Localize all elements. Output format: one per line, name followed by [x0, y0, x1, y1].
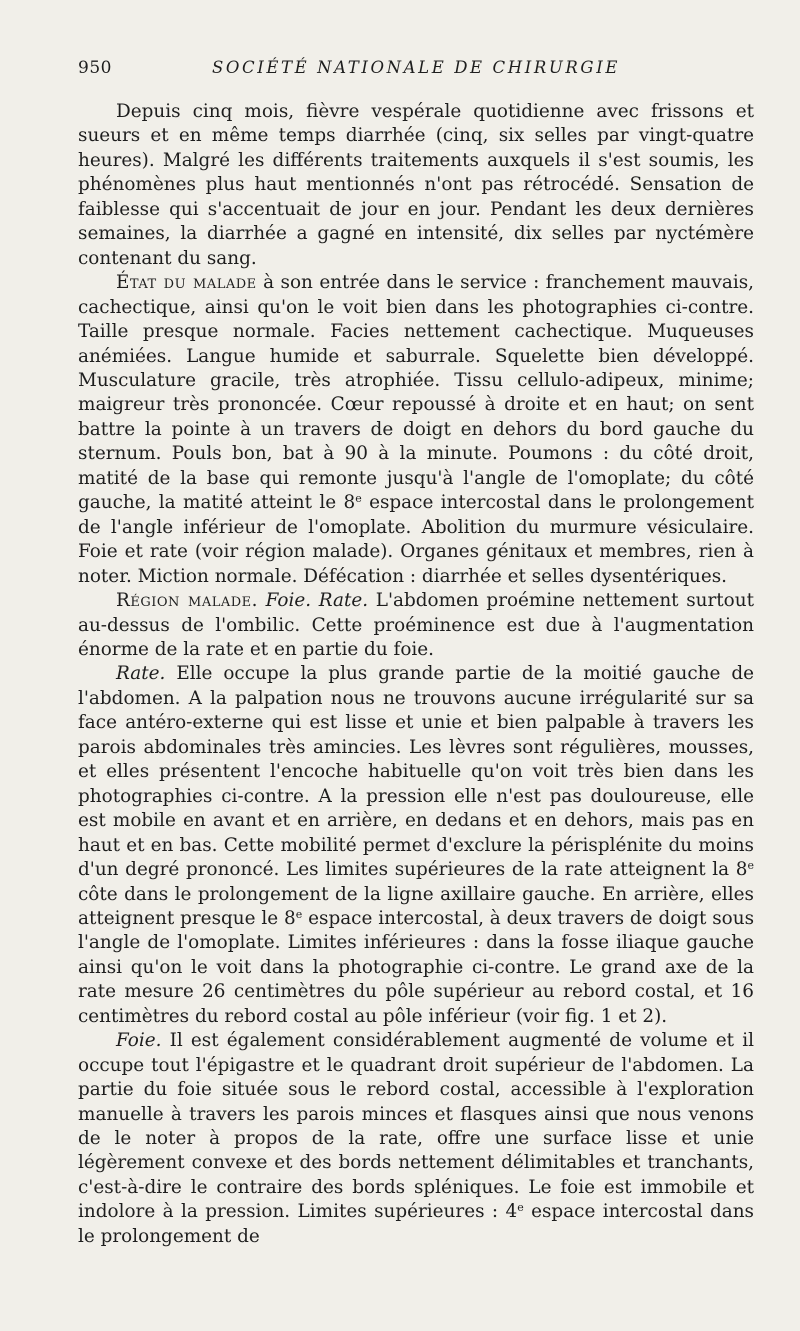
superscript: e [747, 859, 754, 873]
paragraph-liver [78, 1029, 754, 1249]
page-header [78, 58, 754, 84]
paragraph-text: espace intercostal dans le prolongement de l'angle inférieur de l'omoplate. Abolition du murmure vésiculaire. Foie et rate (voir région malade). Organes génitaux et membres, rien à noter. Miction normale. Défécation : diarrhée et selles dysentériques. [78, 492, 754, 587]
italic-subheading: Rate. [116, 663, 166, 685]
section-heading: État du malade [116, 272, 257, 294]
paragraph-spleen [78, 662, 754, 1029]
paragraph-text: Depuis cinq mois, fièvre vespérale quotidienne avec frissons et sueurs et en même temps diarrhée (cinq, six selles par vingt-quatre heures). Malgré les différents traitements auxquels il s'est soumis, les phénomènes plus haut mentionnés n'ont pas rétrocédé. Sensation de faiblesse qui s'accentuait de jour en jour. Pendant les deux dernières semaines, la diarrhée a gagné en intensité, dix selles par nyctémère contenant du sang. [78, 101, 754, 269]
paragraph-text: espace intercostal, à deux travers de doigt sous l'angle de l'omoplate. Limites inférieures : dans la fosse iliaque gauche ainsi qu'on le voit dans la photographie ci-contre. Le grand axe de la rate mesure 26 centimètres du pôle supérieur au rebord costal, et 16 centimètres du rebord costal au pôle inférieur (voir fig. 1 et 2). [78, 907, 755, 1027]
paragraph-text: Il est également considérablement augmenté de volume et il occupe tout l'épigastre et le quadrant droit supérieur de l'abdomen. La partie du foie située sous le rebord costal, accessible à l'exploration manuelle à travers les parois minces et flasques ainsi que nous venons de le noter à propos de la rate, offre une surface lisse et unie légèrement convexe et des bords nettement délimitables et tranchants, c'est-à-dire le contraire des bords spléniques. Le foie est immobile et indolore à la pression. Limites supérieures : 4 [78, 1030, 754, 1223]
italic-subheading: Foie. Rate. [265, 590, 369, 612]
paragraph-text: côte dans le prolongement de la ligne axillaire gauche. En arrière, elles atteignent presque le 8 [78, 883, 754, 929]
section-heading: Région malade. [116, 590, 259, 612]
paragraph-text: Elle occupe la plus grande partie de la moitié gauche de l'abdomen. A la palpation nous ne trouvons aucune irrégularité sur sa face antéro-externe qui est lisse et unie et bien palpable à travers les parois abdominales très amincies. Les lèvres sont régulières, mousses, et elles présentent l'encoche habituelle qu'on voit très bien dans les photographies ci-contre. A la pression elle n'est pas douloureuse, elle est mobile en avant et en arrière, en dedans et en dehors, mais pas en haut et en bas. Cette mobilité permet d'exclure la périsplénite du moins d'un degré prononcé. Les limites supérieures de la rate atteignent la 8 [78, 663, 754, 881]
paragraph-affected-region [78, 589, 754, 662]
running-title: SOCIÉTÉ NATIONALE DE CHIRURGIE [212, 58, 620, 77]
superscript: e [517, 1201, 524, 1215]
superscript: e [295, 907, 303, 921]
superscript: e [355, 492, 362, 506]
italic-subheading: Foie. [116, 1030, 162, 1052]
paragraph-text: espace intercostal dans le prolongement de [78, 1201, 754, 1247]
body-text [78, 100, 754, 1249]
paragraph-text: L'abdomen proémine nettement surtout au-dessus de l'ombilic. Cette proéminence est due à l'augmentation énorme de la rate et en partie du foie. [78, 590, 754, 660]
paragraph-text: à son entrée dans le service : franchement mauvais, cachectique, ainsi qu'on le voit bien dans les photographies ci-contre. Taille presque normale. Facies nettement cachectique. Muqueuses anémiées. Langue humide et saburrale. Squelette bien développé. Musculature gracile, très atrophiée. Tissu cellulo-adipeux, minime; maigreur très prononcée. Cœur repoussé à droite et en haut; on sent battre la pointe à un travers de doigt en dehors du bord gauche du sternum. Pouls bon, bat à 90 à la minute. Poumons : du côté droit, matité de la base qui remonte jusqu'à l'angle de l'omoplate; du côté gauche, la matité atteint le 8 [78, 272, 755, 514]
paragraph-patient-state [78, 271, 754, 589]
page-number: 950 [78, 58, 112, 78]
paragraph-history [78, 100, 754, 271]
